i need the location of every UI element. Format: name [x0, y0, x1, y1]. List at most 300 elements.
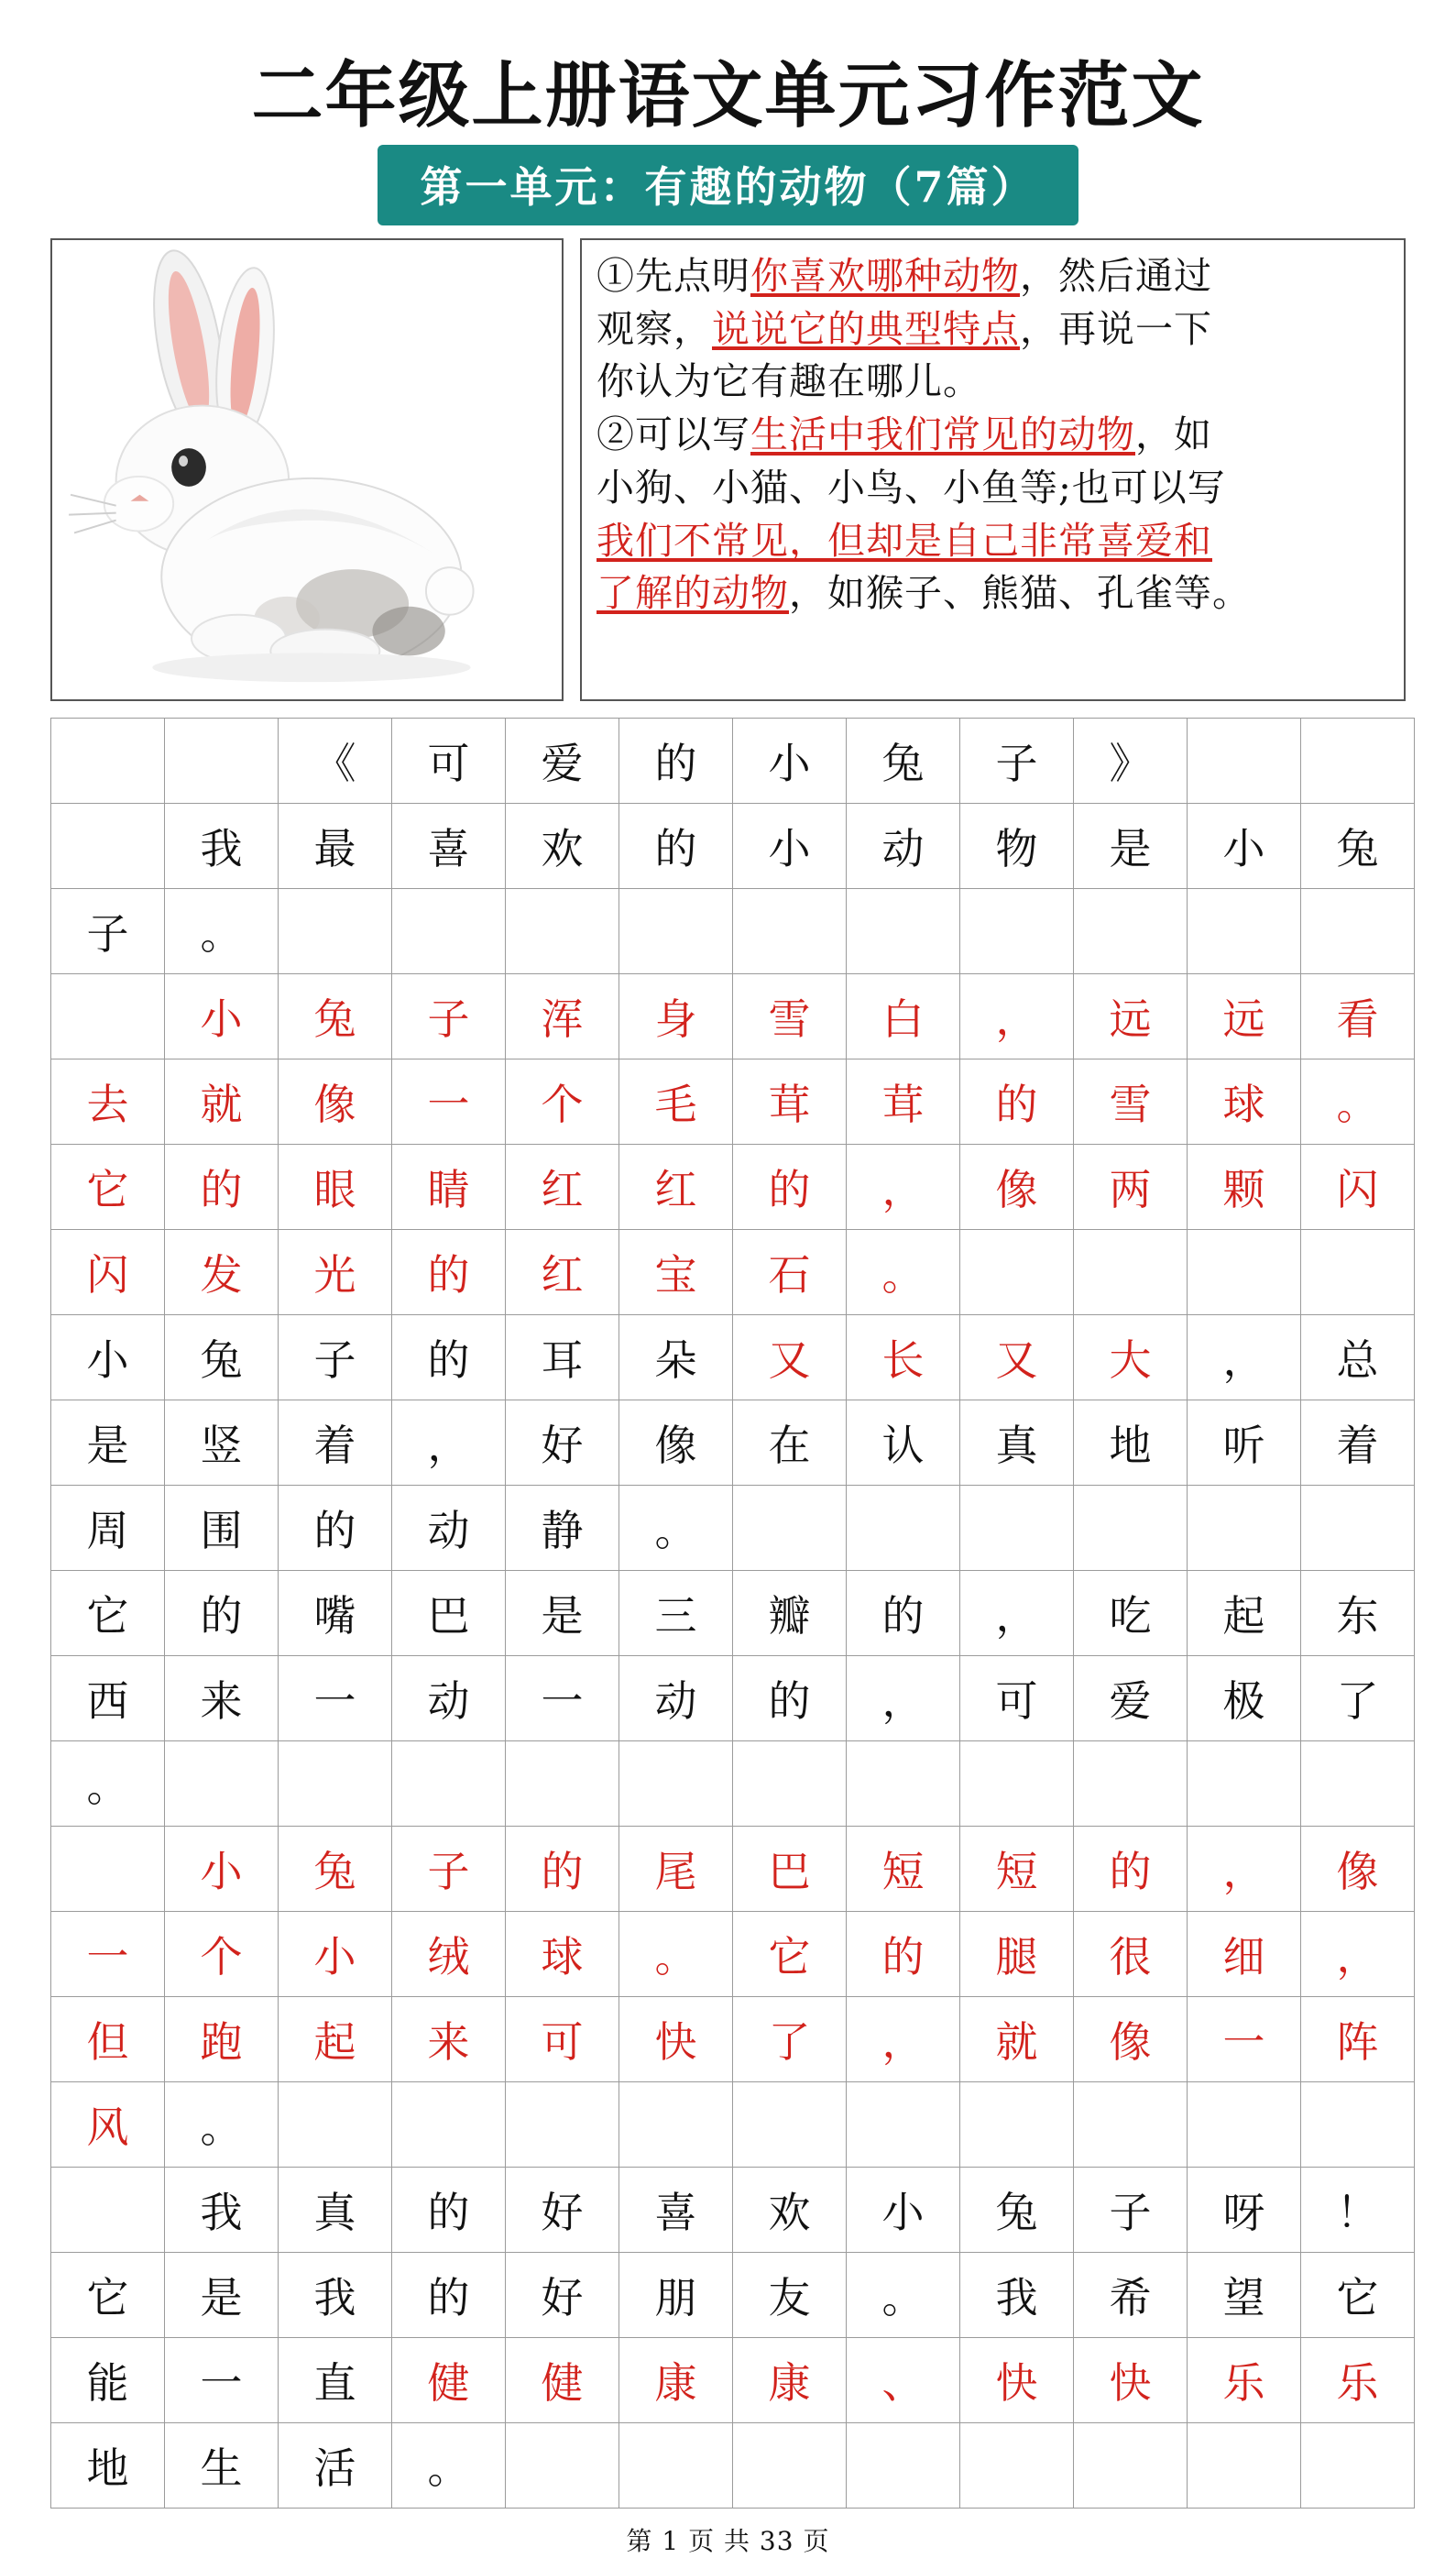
- grid-cell: 好: [506, 2252, 619, 2337]
- grid-cell: 球: [506, 1911, 619, 1996]
- grid-cell: 动: [392, 1485, 506, 1570]
- grid-cell: [1188, 2081, 1301, 2167]
- grid-cell: 是: [165, 2252, 279, 2337]
- grid-cell: 子: [392, 1826, 506, 1911]
- grid-cell: 发: [165, 1229, 279, 1314]
- grid-cell: 它: [51, 2252, 165, 2337]
- grid-cell: 像: [1074, 1996, 1188, 2081]
- grid-cell: 的: [165, 1144, 279, 1229]
- grid-cell: 来: [392, 1996, 506, 2081]
- grid-cell: 的: [847, 1570, 960, 1655]
- grid-cell: 短: [847, 1826, 960, 1911]
- grid-cell: [619, 2422, 733, 2508]
- grid-cell: 真: [279, 2167, 392, 2252]
- grid-cell: 的: [847, 1911, 960, 1996]
- grid-row: [51, 1485, 1415, 1570]
- grid-cell: [392, 888, 506, 973]
- grid-cell: 远: [1074, 973, 1188, 1059]
- grid-row: [51, 1314, 1415, 1400]
- grid-cell: [1074, 2422, 1188, 2508]
- grid-cell: 兔: [279, 1826, 392, 1911]
- grid-cell: 认: [847, 1400, 960, 1485]
- grid-cell: 它: [733, 1911, 847, 1996]
- grid-cell: 我: [279, 2252, 392, 2337]
- grid-cell: 光: [279, 1229, 392, 1314]
- grid-cell: 一: [279, 1655, 392, 1740]
- grid-cell: [1188, 888, 1301, 973]
- grid-cell: ，: [392, 1400, 506, 1485]
- grid-cell: 可: [960, 1655, 1074, 1740]
- grid-cell: 的: [960, 1059, 1074, 1144]
- grid-cell: 是: [506, 1570, 619, 1655]
- grid-row: [51, 1570, 1415, 1655]
- grid-cell: 颗: [1188, 1144, 1301, 1229]
- grid-cell: 动: [392, 1655, 506, 1740]
- grid-cell: 瓣: [733, 1570, 847, 1655]
- grid-cell: 来: [165, 1655, 279, 1740]
- tip-1-text-c: ，然后通过: [1020, 253, 1212, 298]
- tip-4-text-c: ，如: [1135, 412, 1212, 457]
- grid-cell: 的: [392, 2252, 506, 2337]
- grid-cell: 就: [960, 1996, 1074, 2081]
- grid-cell: 子: [1074, 2167, 1188, 2252]
- tip-line-3: 你认为它有趣在哪儿。: [597, 359, 981, 404]
- grid-cell: 又: [960, 1314, 1074, 1400]
- grid-cell: ，: [1188, 1826, 1301, 1911]
- grid-row: [51, 1655, 1415, 1740]
- grid-cell: 快: [960, 2337, 1074, 2422]
- grid-cell: [1074, 888, 1188, 973]
- grid-cell: 的: [733, 1655, 847, 1740]
- grid-cell: 、: [847, 2337, 960, 2422]
- grid-cell: 很: [1074, 1911, 1188, 1996]
- grid-cell: 小: [51, 1314, 165, 1400]
- tip-line-4: [597, 410, 1391, 461]
- grid-cell: 它: [51, 1570, 165, 1655]
- grid-cell: 腿: [960, 1911, 1074, 1996]
- grid-cell: 友: [733, 2252, 847, 2337]
- grid-cell: 尾: [619, 1826, 733, 1911]
- grid-cell: 了: [733, 1996, 847, 2081]
- grid-cell: 像: [619, 1400, 733, 1485]
- grid-cell: 细: [1188, 1911, 1301, 1996]
- grid-row: [51, 1144, 1415, 1229]
- grid-cell: 呀: [1188, 2167, 1301, 2252]
- rabbit-illustration-icon: [52, 240, 562, 699]
- grid-cell: 远: [1188, 973, 1301, 1059]
- grid-cell: 一: [506, 1655, 619, 1740]
- grid-cell: 望: [1188, 2252, 1301, 2337]
- grid-cell: 长: [847, 1314, 960, 1400]
- grid-cell: 能: [51, 2337, 165, 2422]
- grid-cell: 喜: [619, 2167, 733, 2252]
- grid-cell: [960, 1740, 1074, 1826]
- grid-cell: 我: [165, 803, 279, 888]
- grid-cell: 竖: [165, 1400, 279, 1485]
- grid-cell: 希: [1074, 2252, 1188, 2337]
- grid-cell: 的: [392, 1314, 506, 1400]
- grid-cell: [847, 1485, 960, 1570]
- grid-cell: 乐: [1301, 2337, 1415, 2422]
- grid-cell: ，: [847, 1144, 960, 1229]
- grid-cell: 一: [51, 1911, 165, 1996]
- grid-cell: [165, 718, 279, 803]
- grid-cell: 欢: [733, 2167, 847, 2252]
- grid-cell: 。: [392, 2422, 506, 2508]
- grid-cell: 茸: [847, 1059, 960, 1144]
- page-footer: 第 1 页 共 33 页: [626, 2525, 830, 2556]
- grid-cell: 可: [506, 1996, 619, 2081]
- grid-cell: [1301, 888, 1415, 973]
- grid-cell: 三: [619, 1570, 733, 1655]
- grid-cell: 石: [733, 1229, 847, 1314]
- grid-cell: [619, 1740, 733, 1826]
- grid-cell: [847, 888, 960, 973]
- grid-cell: 的: [733, 1144, 847, 1229]
- grid-cell: [847, 2081, 960, 2167]
- page-title: 二年级上册语文单元习作范文: [251, 54, 1205, 137]
- grid-cell: 是: [1074, 803, 1188, 888]
- grid-cell: [1301, 718, 1415, 803]
- grid-cell: 起: [279, 1996, 392, 2081]
- grid-cell: 。: [847, 1229, 960, 1314]
- grid-cell: 个: [506, 1059, 619, 1144]
- unit-subtitle-banner: 第一单元：有趣的动物（7篇）: [378, 145, 1078, 225]
- grid-cell: 。: [165, 888, 279, 973]
- grid-row: [51, 1740, 1415, 1826]
- grid-cell: 。: [847, 2252, 960, 2337]
- grid-cell: [619, 2081, 733, 2167]
- grid-cell: [960, 2081, 1074, 2167]
- grid-cell: 雪: [733, 973, 847, 1059]
- grid-cell: 动: [847, 803, 960, 888]
- grid-cell: 个: [165, 1911, 279, 1996]
- grid-row: [51, 803, 1415, 888]
- grid-cell: 睛: [392, 1144, 506, 1229]
- grid-cell: 起: [1188, 1570, 1301, 1655]
- grid-cell: [51, 973, 165, 1059]
- grid-cell: 最: [279, 803, 392, 888]
- tip-2-highlight: 说说它的典型特点: [712, 306, 1020, 351]
- grid-cell: 短: [960, 1826, 1074, 1911]
- grid-cell: 健: [392, 2337, 506, 2422]
- grid-row: [51, 1400, 1415, 1485]
- grid-row: [51, 2081, 1415, 2167]
- grid-cell: 的: [1074, 1826, 1188, 1911]
- grid-cell: 跑: [165, 1996, 279, 2081]
- grid-cell: 。: [619, 1485, 733, 1570]
- grid-cell: [619, 888, 733, 973]
- grid-cell: 球: [1188, 1059, 1301, 1144]
- grid-cell: 绒: [392, 1911, 506, 1996]
- grid-cell: 看: [1301, 973, 1415, 1059]
- grid-cell: [733, 888, 847, 973]
- grid-cell: [960, 1229, 1074, 1314]
- grid-cell: 身: [619, 973, 733, 1059]
- grid-cell: 健: [506, 2337, 619, 2422]
- grid-cell: 在: [733, 1400, 847, 1485]
- grid-cell: 子: [960, 718, 1074, 803]
- grid-cell: 快: [619, 1996, 733, 2081]
- grid-cell: 它: [1301, 2252, 1415, 2337]
- grid-cell: 小: [847, 2167, 960, 2252]
- grid-cell: 眼: [279, 1144, 392, 1229]
- grid-cell: 爱: [506, 718, 619, 803]
- grid-cell: 着: [1301, 1400, 1415, 1485]
- grid-row: [51, 1996, 1415, 2081]
- rabbit-photo: [50, 238, 564, 701]
- composition-grid-body: [51, 718, 1415, 2508]
- grid-cell: [1188, 1485, 1301, 1570]
- grid-cell: [506, 1740, 619, 1826]
- tip-7-highlight: 了解的动物: [597, 571, 789, 616]
- grid-cell: 好: [506, 1400, 619, 1485]
- grid-cell: 宝: [619, 1229, 733, 1314]
- grid-cell: 茸: [733, 1059, 847, 1144]
- grid-cell: 一: [1188, 1996, 1301, 2081]
- grid-cell: 闪: [1301, 1144, 1415, 1229]
- grid-cell: 》: [1074, 718, 1188, 803]
- grid-cell: 耳: [506, 1314, 619, 1400]
- subtitle-container: [50, 145, 1406, 225]
- grid-cell: [1188, 2422, 1301, 2508]
- grid-cell: [392, 1740, 506, 1826]
- grid-cell: ，: [1301, 1911, 1415, 1996]
- grid-cell: [733, 1740, 847, 1826]
- grid-cell: 康: [733, 2337, 847, 2422]
- grid-cell: [1301, 1485, 1415, 1570]
- grid-cell: [1074, 2081, 1188, 2167]
- grid-cell: 阵: [1301, 1996, 1415, 2081]
- grid-cell: [506, 888, 619, 973]
- grid-cell: 兔: [279, 973, 392, 1059]
- grid-cell: 朋: [619, 2252, 733, 2337]
- grid-cell: [960, 1485, 1074, 1570]
- grid-cell: [1301, 1229, 1415, 1314]
- grid-cell: [1188, 1229, 1301, 1314]
- grid-cell: ，: [960, 1570, 1074, 1655]
- grid-cell: 像: [279, 1059, 392, 1144]
- grid-cell: [960, 2422, 1074, 2508]
- grid-row: [51, 2252, 1415, 2337]
- grid-cell: 兔: [1301, 803, 1415, 888]
- grid-cell: 但: [51, 1996, 165, 2081]
- grid-cell: 去: [51, 1059, 165, 1144]
- grid-cell: 真: [960, 1400, 1074, 1485]
- grid-cell: 小: [279, 1911, 392, 1996]
- grid-row: [51, 973, 1415, 1059]
- grid-cell: [51, 718, 165, 803]
- grid-cell: [392, 2081, 506, 2167]
- grid-cell: 小: [165, 973, 279, 1059]
- grid-cell: [279, 2081, 392, 2167]
- grid-cell: 我: [165, 2167, 279, 2252]
- grid-cell: 爱: [1074, 1655, 1188, 1740]
- grid-cell: 总: [1301, 1314, 1415, 1400]
- grid-cell: 红: [506, 1229, 619, 1314]
- grid-cell: 吃: [1074, 1570, 1188, 1655]
- grid-cell: 的: [619, 718, 733, 803]
- grid-cell: 直: [279, 2337, 392, 2422]
- grid-cell: 康: [619, 2337, 733, 2422]
- tip-line-5: 小狗、小猫、小鸟、小鱼等;也可以写: [597, 465, 1226, 510]
- grid-cell: 的: [279, 1485, 392, 1570]
- grid-cell: [847, 1740, 960, 1826]
- grid-cell: [1188, 718, 1301, 803]
- grid-cell: 极: [1188, 1655, 1301, 1740]
- grid-cell: 。: [51, 1740, 165, 1826]
- tip-7-text-b: ，如猴子、熊猫、孔雀等。: [789, 571, 1251, 616]
- grid-cell: ，: [847, 1655, 960, 1740]
- grid-cell: 就: [165, 1059, 279, 1144]
- grid-cell: 又: [733, 1314, 847, 1400]
- grid-cell: 喜: [392, 803, 506, 888]
- grid-cell: [733, 1485, 847, 1570]
- writing-tips: [580, 238, 1406, 701]
- grid-row: [51, 1911, 1415, 1996]
- grid-cell: 欢: [506, 803, 619, 888]
- grid-cell: 地: [51, 2422, 165, 2508]
- grid-cell: 毛: [619, 1059, 733, 1144]
- grid-cell: 着: [279, 1400, 392, 1485]
- grid-cell: [1301, 2081, 1415, 2167]
- grid-cell: 浑: [506, 973, 619, 1059]
- grid-cell: ！: [1301, 2167, 1415, 2252]
- top-section: [50, 238, 1406, 701]
- grid-cell: [733, 2081, 847, 2167]
- grid-cell: [960, 888, 1074, 973]
- grid-cell: 朵: [619, 1314, 733, 1400]
- grid-cell: [506, 2422, 619, 2508]
- grid-cell: 的: [506, 1826, 619, 1911]
- composition-grid: [50, 718, 1415, 2509]
- grid-cell: 快: [1074, 2337, 1188, 2422]
- grid-cell: ，: [1188, 1314, 1301, 1400]
- grid-cell: 西: [51, 1655, 165, 1740]
- grid-cell: 兔: [960, 2167, 1074, 2252]
- grid-cell: 小: [165, 1826, 279, 1911]
- grid-cell: [279, 888, 392, 973]
- tip-1-text-a: ①先点明: [597, 253, 750, 298]
- grid-cell: 。: [619, 1911, 733, 1996]
- grid-row: [51, 1826, 1415, 1911]
- grid-cell: [1301, 1740, 1415, 1826]
- grid-cell: 一: [165, 2337, 279, 2422]
- grid-cell: 红: [619, 1144, 733, 1229]
- grid-cell: 小: [733, 718, 847, 803]
- tip-line-6: 我们不常见，但却是自己非常喜爱和: [597, 518, 1212, 563]
- grid-cell: 物: [960, 803, 1074, 888]
- grid-cell: 静: [506, 1485, 619, 1570]
- grid-row: [51, 1229, 1415, 1314]
- grid-cell: 巴: [392, 1570, 506, 1655]
- grid-cell: 两: [1074, 1144, 1188, 1229]
- grid-cell: [506, 2081, 619, 2167]
- grid-cell: [1301, 2422, 1415, 2508]
- grid-cell: [279, 1740, 392, 1826]
- tip-line-7: [597, 568, 1391, 620]
- grid-cell: 。: [165, 2081, 279, 2167]
- grid-cell: [847, 2422, 960, 2508]
- grid-cell: 巴: [733, 1826, 847, 1911]
- grid-cell: 的: [392, 2167, 506, 2252]
- grid-cell: 它: [51, 1144, 165, 1229]
- grid-cell: 好: [506, 2167, 619, 2252]
- grid-cell: 子: [392, 973, 506, 1059]
- grid-cell: 我: [960, 2252, 1074, 2337]
- grid-cell: 可: [392, 718, 506, 803]
- grid-cell: 了: [1301, 1655, 1415, 1740]
- grid-cell: 《: [279, 718, 392, 803]
- grid-row: [51, 2337, 1415, 2422]
- grid-cell: 像: [960, 1144, 1074, 1229]
- grid-cell: [733, 2422, 847, 2508]
- grid-row: [51, 718, 1415, 803]
- grid-cell: 兔: [165, 1314, 279, 1400]
- grid-row: [51, 2167, 1415, 2252]
- grid-cell: 白: [847, 973, 960, 1059]
- grid-cell: ，: [960, 973, 1074, 1059]
- grid-cell: 像: [1301, 1826, 1415, 1911]
- tip-2-text-a: 观察，: [597, 306, 712, 351]
- tip-line-1: [597, 251, 1391, 302]
- grid-cell: 生: [165, 2422, 279, 2508]
- tip-4-text-a: ②可以写: [597, 412, 750, 457]
- grid-row: [51, 2422, 1415, 2508]
- tip-4-highlight: 生活中我们常见的动物: [750, 412, 1135, 457]
- grid-cell: 子: [51, 888, 165, 973]
- grid-cell: 的: [165, 1570, 279, 1655]
- grid-row: [51, 888, 1415, 973]
- grid-cell: 风: [51, 2081, 165, 2167]
- grid-cell: 大: [1074, 1314, 1188, 1400]
- tip-2-text-c: ，再说一下: [1020, 306, 1212, 351]
- grid-cell: [51, 1826, 165, 1911]
- grid-cell: 兔: [847, 718, 960, 803]
- grid-cell: 闪: [51, 1229, 165, 1314]
- grid-cell: 活: [279, 2422, 392, 2508]
- grid-cell: [1074, 1485, 1188, 1570]
- grid-cell: 周: [51, 1485, 165, 1570]
- grid-cell: 乐: [1188, 2337, 1301, 2422]
- grid-cell: 子: [279, 1314, 392, 1400]
- grid-cell: [51, 2167, 165, 2252]
- tip-line-2: [597, 304, 1391, 356]
- grid-cell: [1188, 1740, 1301, 1826]
- grid-cell: [165, 1740, 279, 1826]
- grid-cell: 是: [51, 1400, 165, 1485]
- grid-cell: 小: [733, 803, 847, 888]
- grid-cell: 围: [165, 1485, 279, 1570]
- grid-cell: 一: [392, 1059, 506, 1144]
- grid-row: [51, 1059, 1415, 1144]
- tip-1-highlight: 你喜欢哪种动物: [750, 253, 1020, 298]
- grid-cell: 的: [392, 1229, 506, 1314]
- grid-cell: ，: [847, 1996, 960, 2081]
- grid-cell: 雪: [1074, 1059, 1188, 1144]
- grid-cell: 东: [1301, 1570, 1415, 1655]
- grid-cell: [51, 803, 165, 888]
- grid-cell: [1074, 1740, 1188, 1826]
- grid-cell: 地: [1074, 1400, 1188, 1485]
- grid-cell: 小: [1188, 803, 1301, 888]
- grid-cell: 红: [506, 1144, 619, 1229]
- grid-cell: [1074, 1229, 1188, 1314]
- grid-cell: 嘴: [279, 1570, 392, 1655]
- grid-cell: 。: [1301, 1059, 1415, 1144]
- grid-cell: 的: [619, 803, 733, 888]
- grid-cell: 动: [619, 1655, 733, 1740]
